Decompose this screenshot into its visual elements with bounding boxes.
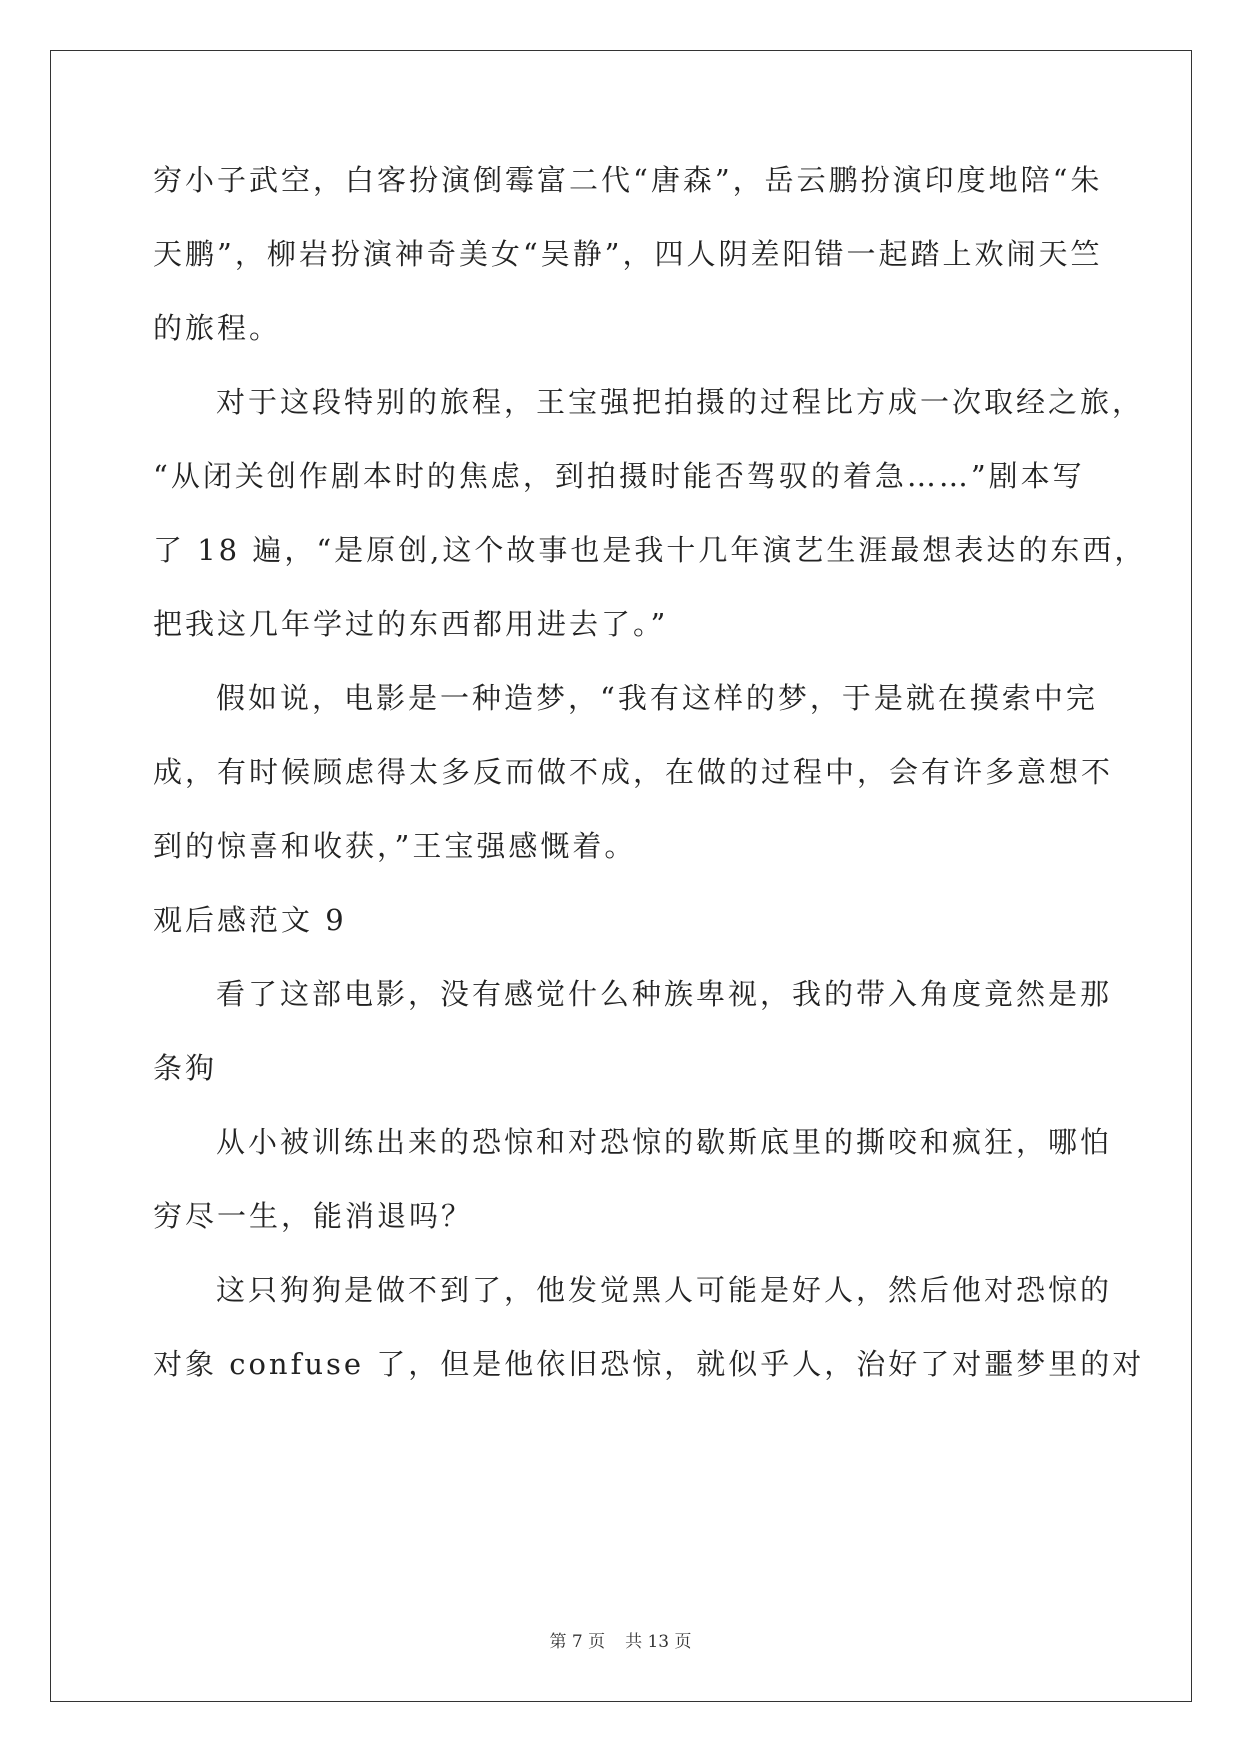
text-line: 条狗 bbox=[153, 1051, 218, 1085]
text-line: 天鹏”，柳岩扮演神奇美女“吴静”，四人阴差阳错一起踏上欢闹天竺 bbox=[153, 237, 1103, 271]
text-line: 了 18 遍，“是原创,这个故事也是我十几年演艺生涯最想表达的东西， bbox=[153, 533, 1147, 567]
paragraph-first-line: 看了这部电影，没有感觉什么种族卑视，我的带入角度竟然是那 bbox=[216, 977, 1113, 1011]
text-line: 到的惊喜和收获，”王宝强感慨着。 bbox=[153, 829, 637, 863]
text-line: 成，有时候顾虑得太多反而做不成，在做的过程中，会有许多意想不 bbox=[153, 755, 1114, 789]
paragraph-first-line: 这只狗狗是做不到了，他发觉黑人可能是好人，然后他对恐惊的 bbox=[216, 1273, 1113, 1307]
section-heading: 观后感范文 9 bbox=[153, 903, 347, 937]
page-border bbox=[50, 50, 1192, 1702]
page-footer bbox=[0, 1627, 1241, 1652]
text-line: 穷尽一生，能消退吗？ bbox=[153, 1199, 474, 1233]
text-line: 穷小子武空，白客扮演倒霉富二代“唐森”，岳云鹏扮演印度地陪“朱 bbox=[153, 163, 1103, 197]
text-line: 对象 confuse 了，但是他依旧恐惊，就似乎人，治好了对噩梦里的对 bbox=[153, 1347, 1145, 1381]
text-line: “从闭关创作剧本时的焦虑，到拍摄时能否驾驭的着急……”剧本写 bbox=[153, 459, 1085, 493]
paragraph-first-line: 假如说，电影是一种造梦，“我有这样的梦，于是就在摸索中完 bbox=[216, 681, 1098, 715]
page-number: 第 7 页 bbox=[549, 1632, 606, 1652]
paragraph-first-line: 从小被训练出来的恐惊和对恐惊的歇斯底里的撕咬和疯狂，哪怕 bbox=[216, 1125, 1113, 1159]
text-line: 的旅程。 bbox=[153, 311, 282, 345]
page-total: 共 13 页 bbox=[625, 1632, 692, 1652]
paragraph-first-line: 对于这段特别的旅程，王宝强把拍摄的过程比方成一次取经之旅， bbox=[216, 385, 1145, 419]
text-line: 把我这几年学过的东西都用进去了。” bbox=[153, 607, 669, 641]
